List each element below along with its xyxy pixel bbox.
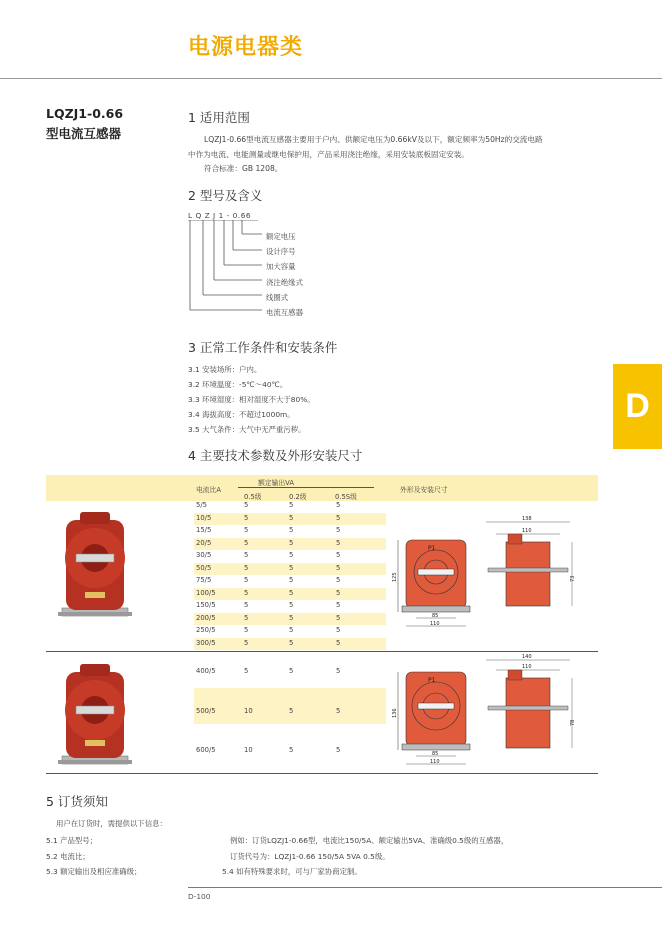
cell-ratio: 50/5 xyxy=(196,563,212,572)
th-dims: 外形及安装尺寸 xyxy=(400,486,448,494)
order-item: 5.3 额定输出及相应准确级； xyxy=(46,867,142,876)
dimension-drawing-front-1 xyxy=(392,530,482,630)
condition-item: 3.3 环境湿度：相对湿度不大于80%。 xyxy=(188,395,315,404)
th-c05s: 0.5S级 xyxy=(335,493,357,501)
dim-width-total: 140 xyxy=(522,654,532,660)
cell-output: 10 xyxy=(244,706,253,715)
cell-ratio: 20/5 xyxy=(196,538,212,547)
plate-label: P1 xyxy=(428,545,436,552)
page-header-title: 电源电器类 xyxy=(188,35,304,60)
sec3-title: 3 正常工作条件和安装条件 xyxy=(188,340,338,355)
cell-ratio: 30/5 xyxy=(196,551,212,559)
cell-output: 5 xyxy=(289,626,294,634)
cell-ratio: 10/5 xyxy=(196,513,212,522)
condition-item: 3.1 安装场所：户内。 xyxy=(188,365,262,374)
model-name: LQZJ1-0.66 xyxy=(46,106,124,121)
cell-output: 5 xyxy=(289,501,294,509)
table-header-band xyxy=(46,475,598,501)
cell-output: 5 xyxy=(244,588,249,597)
condition-item: 3.4 海拔高度：不超过1000m。 xyxy=(188,410,295,419)
condition-item: 3.2 环境温度：-5℃～40℃。 xyxy=(188,380,288,389)
label-cast-insulation: 浇注绝缘式 xyxy=(266,277,303,287)
product-photo-1 xyxy=(50,508,140,623)
cell-output: 5 xyxy=(289,613,294,622)
dim-front-height: 125 xyxy=(392,572,398,582)
dimension-drawing-side-1 xyxy=(478,512,578,617)
cell-output: 5 xyxy=(289,746,294,754)
dim-width-total: 138 xyxy=(522,516,532,522)
th-ratio: 电流比A xyxy=(196,486,222,494)
dim-base-a: 85 xyxy=(432,613,439,619)
dim-base-b: 110 xyxy=(430,759,440,765)
order-example: 例如：订货LQZJ1-0.66型，电流比150/5A、额定输出5VA、准确级0.5级的互感器， xyxy=(230,836,509,845)
model-code: L Q Z J 1 - 0.66 xyxy=(188,211,252,220)
model-type: 型电流互感器 xyxy=(46,126,122,141)
cell-output: 5 xyxy=(244,526,249,534)
cell-output: 5 xyxy=(336,563,341,572)
dim-side-height: 78 xyxy=(570,719,576,726)
cell-output: 5 xyxy=(336,746,341,754)
sec1-body xyxy=(188,133,608,177)
order-item: 5.2 电流比； xyxy=(46,851,90,861)
cell-output: 5 xyxy=(289,667,294,675)
cell-output: 5 xyxy=(336,638,341,647)
cell-output: 5 xyxy=(336,613,341,622)
dim-base-b: 110 xyxy=(430,621,440,627)
cell-ratio: 100/5 xyxy=(196,588,216,597)
cell-output: 5 xyxy=(289,588,294,597)
sec1-p2: 符合标准：GB 1208。 xyxy=(204,164,283,174)
footer-divider xyxy=(188,887,662,888)
cell-output: 5 xyxy=(336,551,341,559)
dim-side-height: 73 xyxy=(570,575,576,582)
section-tab-d[interactable]: D xyxy=(613,364,662,449)
th-output: 额定输出VA xyxy=(258,479,295,487)
label-enlarged-capacity: 加大容量 xyxy=(266,262,296,272)
cell-output: 5 xyxy=(336,526,341,534)
cell-output: 5 xyxy=(336,513,341,522)
cell-output: 5 xyxy=(336,576,341,584)
cell-output: 5 xyxy=(336,538,341,547)
label-rated-voltage: 额定电压 xyxy=(266,232,296,241)
model-title xyxy=(46,104,123,144)
product-photo-2 xyxy=(50,660,140,770)
sec3-list xyxy=(188,362,315,437)
sec5-right-list xyxy=(222,833,508,880)
label-design-no: 设计序号 xyxy=(266,247,296,257)
dimension-drawing-front-2 xyxy=(392,662,482,770)
cell-ratio: 250/5 xyxy=(196,626,216,634)
header-divider xyxy=(0,78,662,79)
page-number: D-100 xyxy=(188,892,211,901)
sec5-left-list xyxy=(46,833,141,880)
cell-output: 5 xyxy=(336,706,341,715)
cell-output: 5 xyxy=(289,526,294,534)
cell-ratio: 200/5 xyxy=(196,613,216,622)
cell-output: 5 xyxy=(244,638,249,647)
busbar-icon xyxy=(76,554,114,562)
cell-output: 5 xyxy=(289,706,294,715)
cell-output: 5 xyxy=(289,513,294,522)
cell-ratio: 15/5 xyxy=(196,526,212,534)
sec1-p1-line1: LQZJ1-0.66型电流互感器主要用于户内、供额定电压为0.66kV及以下，额定频率为50Hz的交流电路 xyxy=(204,135,543,144)
dim-base-a: 85 xyxy=(432,751,439,757)
dim-width-inner: 110 xyxy=(522,528,532,534)
cell-output: 5 xyxy=(289,563,294,572)
sec5-intro: 用户在订货时，需提供以下信息： xyxy=(56,819,167,828)
cell-output: 5 xyxy=(336,601,341,609)
cell-output: 5 xyxy=(289,638,294,647)
cell-output: 5 xyxy=(244,513,249,522)
cell-ratio: 150/5 xyxy=(196,601,216,609)
dimension-drawing-side-2 xyxy=(478,652,578,760)
condition-item: 3.5 大气条件：大气中无严重污秽。 xyxy=(188,425,306,434)
th-c02: 0.2级 xyxy=(289,493,307,501)
cell-output: 5 xyxy=(289,601,294,609)
sec4-title: 4 主要技术参数及外形安装尺寸 xyxy=(188,448,363,463)
cell-output: 5 xyxy=(336,626,341,634)
order-item: 5.1 产品型号； xyxy=(46,836,98,845)
cell-output: 5 xyxy=(244,667,249,675)
label-current-transformer: 电流互感器 xyxy=(266,308,303,318)
cell-output: 10 xyxy=(244,746,253,754)
th-c05: 0.5级 xyxy=(244,493,262,501)
label-coil-type: 线圈式 xyxy=(266,292,289,302)
cell-output: 5 xyxy=(244,551,249,559)
cell-output: 5 xyxy=(244,626,249,634)
plate-label: P1 xyxy=(428,677,436,684)
sec2-title: 2 型号及含义 xyxy=(188,188,263,203)
th-output-rule xyxy=(238,487,374,488)
cell-ratio: 5/5 xyxy=(196,501,207,509)
cell-output: 5 xyxy=(336,501,341,509)
cell-ratio: 500/5 xyxy=(196,706,216,715)
busbar-icon xyxy=(76,706,114,714)
cell-output: 5 xyxy=(244,613,249,622)
cell-output: 5 xyxy=(336,588,341,597)
sec1-title: 1 适用范围 xyxy=(188,110,250,125)
cell-ratio: 300/5 xyxy=(196,638,216,647)
dim-width-inner: 110 xyxy=(522,664,532,670)
cell-output: 5 xyxy=(244,501,249,509)
cell-output: 5 xyxy=(244,538,249,547)
model-code-labels xyxy=(266,229,303,320)
cell-output: 5 xyxy=(244,601,249,609)
cell-ratio: 600/5 xyxy=(196,746,216,754)
sec1-p1-line2: 中作为电流、电能测量或继电保护用，产品采用浇注绝缘，采用安装底板固定安装。 xyxy=(188,149,469,159)
cell-ratio: 75/5 xyxy=(196,576,212,584)
cell-output: 5 xyxy=(244,576,249,584)
table-bottom-rule xyxy=(46,773,598,774)
cell-output: 5 xyxy=(289,576,294,584)
order-item: 5.4 如有特殊要求时，可与厂家协商定制。 xyxy=(222,867,362,876)
cell-output: 5 xyxy=(289,538,294,547)
cell-output: 5 xyxy=(244,563,249,572)
sec5-title: 5 订货须知 xyxy=(46,794,108,809)
dim-front-height: 136 xyxy=(392,708,398,718)
cell-output: 5 xyxy=(289,551,294,559)
cell-output: 5 xyxy=(336,667,341,675)
cell-ratio: 400/5 xyxy=(196,667,216,675)
order-code: 订货代号为：LQZJ1-0.66 150/5A 5VA 0.5级。 xyxy=(230,851,390,861)
